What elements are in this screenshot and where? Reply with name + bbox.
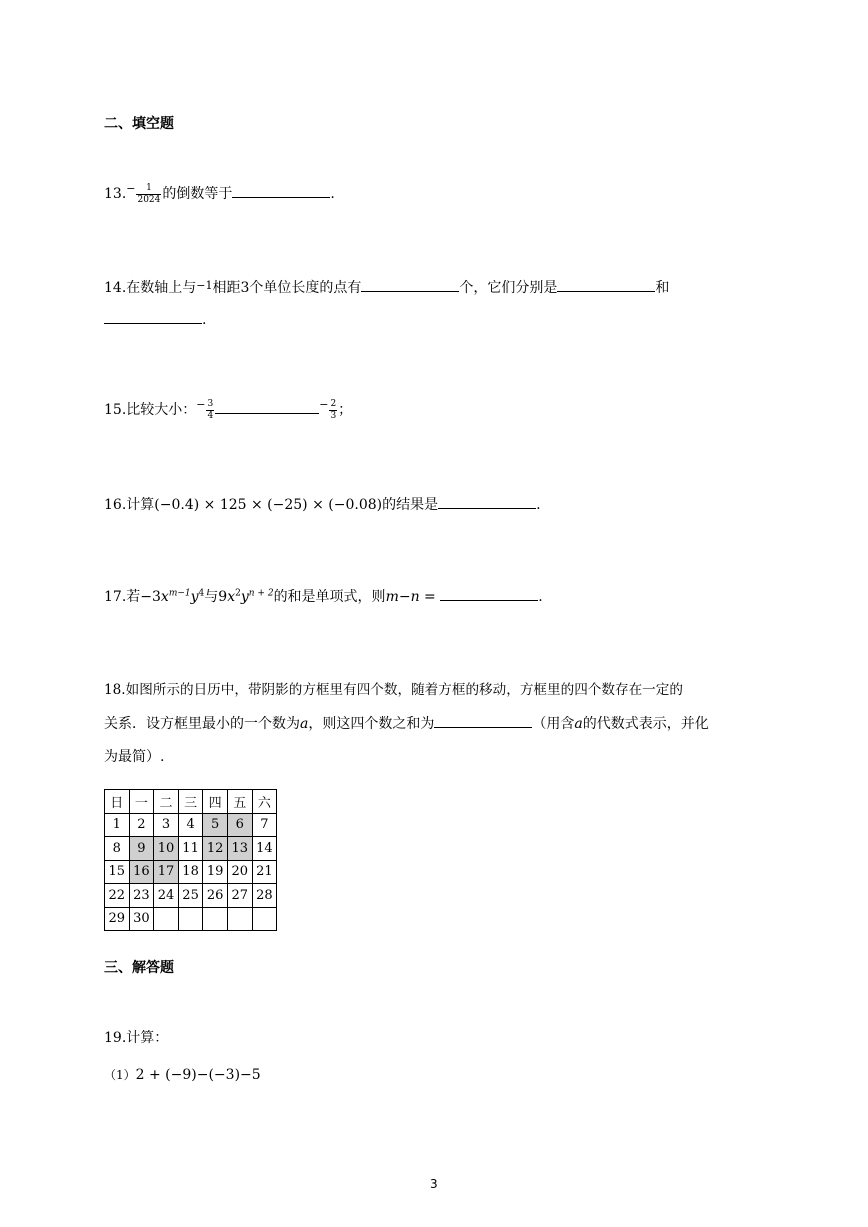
calendar-cell: 23 — [129, 884, 154, 908]
question-number: 13. — [104, 186, 127, 202]
calendar-row — [105, 907, 277, 931]
calendar-cell: 4 — [178, 813, 203, 837]
calendar-cell: 30 — [129, 907, 154, 931]
section-title-fill-in: 二、填空题 — [104, 116, 174, 132]
calendar-cell: 11 — [178, 837, 203, 861]
calendar-cell: 6 — [227, 813, 252, 837]
calendar-cell: 7 — [252, 813, 277, 837]
calendar-cell: 10 — [154, 837, 179, 861]
calendar-cell: 1 — [105, 813, 130, 837]
calendar-cell: 21 — [252, 860, 277, 884]
calendar-cell: 2 — [129, 813, 154, 837]
question-16: 16.计算(−0.4) × 125 × (−25) × (−0.08)的结果是 . — [104, 497, 541, 513]
question-17: 17.若$-3x^{m-1}y^4$与$9x^2y^{n + 2}$的和是单项式，则m−n = . — [104, 588, 543, 605]
calendar-row — [105, 813, 277, 837]
fraction: $\frac{2}{3}$ — [330, 398, 337, 421]
calendar-cell — [154, 907, 179, 931]
calendar-row — [105, 837, 277, 861]
calendar-cell: 28 — [252, 884, 277, 908]
answer-blank[interactable] — [361, 290, 459, 292]
answer-blank[interactable] — [232, 196, 330, 198]
calendar-cell — [178, 907, 203, 931]
calendar-table — [104, 789, 277, 931]
calendar-header-cell: 六 — [252, 790, 277, 814]
calendar-cell: 8 — [105, 837, 130, 861]
calendar-header-cell: 四 — [203, 790, 228, 814]
calendar-cell: 17 — [154, 860, 179, 884]
answer-blank[interactable] — [557, 290, 655, 292]
answer-blank[interactable] — [434, 726, 532, 728]
question-14-line2: . — [104, 312, 206, 328]
calendar-header-cell: 二 — [154, 790, 179, 814]
math-expression: (−0.4) × 125 × (−25) × (−0.08) — [154, 497, 383, 513]
question-13: 13.− $\frac{1}{2024}$ 的倒数等于 . — [104, 182, 335, 205]
question-18-line2: 关系．设方框里最小的一个数为a，则这四个数之和为 （用含a的代数式表示，并化 — [104, 716, 709, 732]
calendar-cell — [252, 907, 277, 931]
question-14: 14.在数轴上与$^{-1}$相距3个单位长度的点有 个，它们分别是 和 — [104, 279, 670, 296]
calendar-cell: 22 — [105, 884, 130, 908]
calendar-header-cell: 三 — [178, 790, 203, 814]
monomial-1: $-3x^{m-1}y^4$ — [140, 588, 205, 605]
calendar-cell: 19 — [203, 860, 228, 884]
answer-blank[interactable] — [104, 322, 202, 324]
calendar-cell: 15 — [105, 860, 130, 884]
calendar-row — [105, 884, 277, 908]
section-title-answer: 三、解答题 — [104, 960, 174, 976]
calendar-row — [105, 860, 277, 884]
calendar-cell: 26 — [203, 884, 228, 908]
question-19-part-1 — [104, 1066, 261, 1083]
page-number: 3 — [430, 1177, 438, 1191]
calendar-cell: 24 — [154, 884, 179, 908]
calendar-header-cell: 日 — [105, 790, 130, 814]
calendar-header-cell: 五 — [227, 790, 252, 814]
question-18-line3: 为最简）. — [104, 749, 165, 765]
calendar-cell — [227, 907, 252, 931]
calendar-cell: 18 — [178, 860, 203, 884]
calendar-cell: 25 — [178, 884, 203, 908]
calendar-header-row — [105, 790, 277, 814]
calendar-header-cell: 一 — [129, 790, 154, 814]
question-18-line1: 18.如图所示的日历中，带阴影的方框里有四个数，随着方框的移动，方框里的四个数存在一定的 — [104, 682, 683, 698]
calendar-cell: 20 — [227, 860, 252, 884]
question-15: 15.比较大小：− $\frac{3}{4}$ − $\frac{2}{3}$ ； — [104, 398, 353, 421]
calendar-cell: 5 — [203, 813, 228, 837]
calendar-cell: 3 — [154, 813, 179, 837]
calendar-cell: 14 — [252, 837, 277, 861]
calendar-cell — [203, 907, 228, 931]
calendar-cell: 16 — [129, 860, 154, 884]
answer-blank[interactable] — [215, 412, 319, 414]
sub-question-label: （1） — [104, 1068, 136, 1082]
math-expression: 2 + (−9)−(−3)−5 — [135, 1067, 261, 1083]
fraction: $\frac{3}{4}$ — [207, 398, 214, 421]
answer-blank[interactable] — [438, 507, 536, 509]
question-19-title: 19.计算： — [104, 1030, 169, 1046]
calendar-cell: 13 — [227, 837, 252, 861]
answer-blank[interactable] — [440, 599, 538, 601]
calendar-cell: 27 — [227, 884, 252, 908]
monomial-2: $9x^2y^{n + 2}$ — [218, 588, 274, 605]
calendar-cell: 9 — [129, 837, 154, 861]
calendar-cell: 29 — [105, 907, 130, 931]
calendar-cell: 12 — [203, 837, 228, 861]
fraction: $\frac{1}{2024}$ — [137, 182, 161, 205]
